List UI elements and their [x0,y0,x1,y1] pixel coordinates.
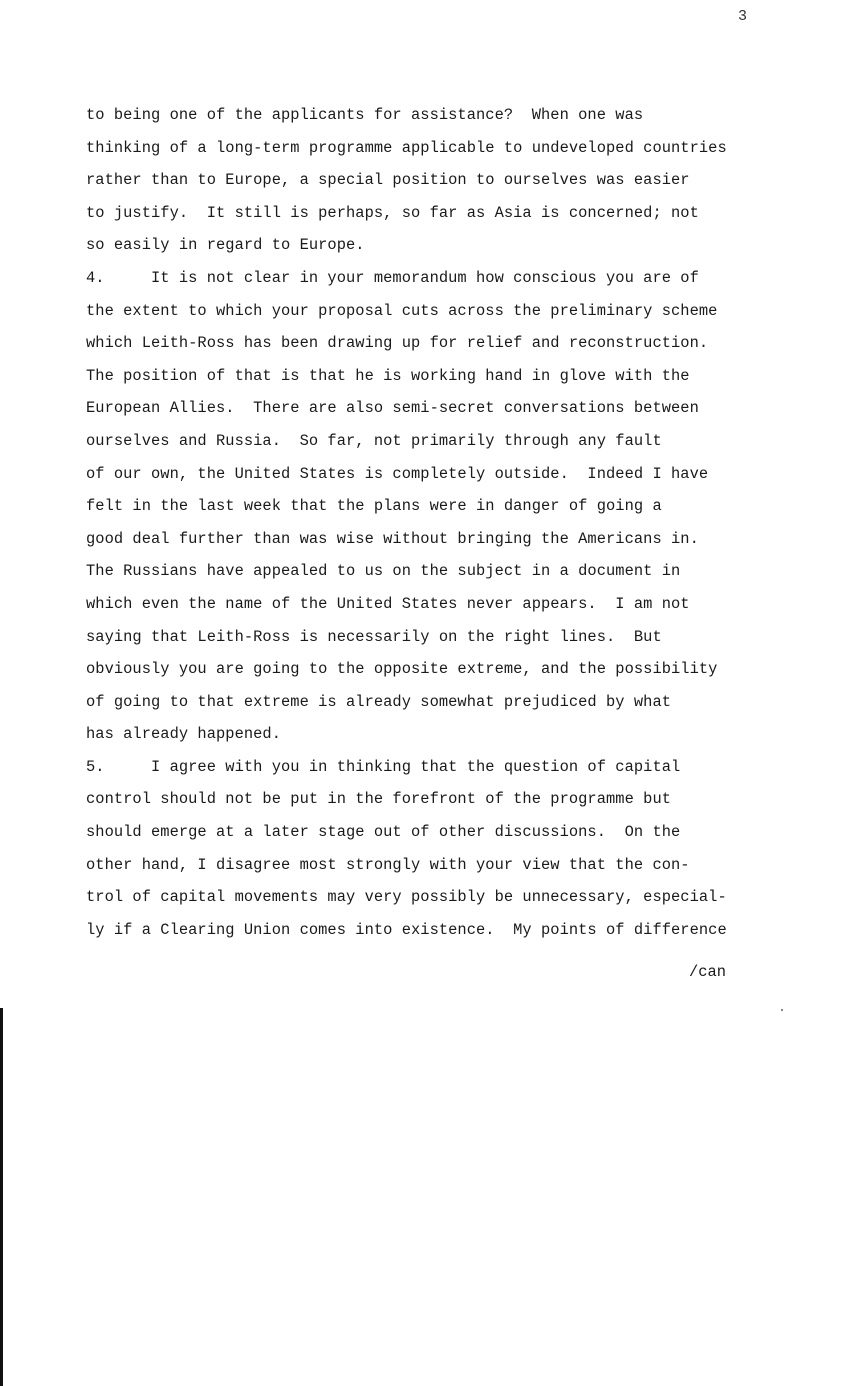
text-line: saying that Leith-Ross is necessarily on the right lines. But [86,627,662,646]
text-line: felt in the last week that the plans were in danger of going a [86,497,662,516]
text-line: of our own, the United States is completely outside. Indeed I have [86,464,709,483]
text-line: control should not be put in the forefront of the programme but [86,790,672,809]
text-line: of going to that extreme is already somewhat prejudiced by what [86,692,672,711]
paragraph-4-start: 4. It is not clear in your memorandum how conscious you are of [86,268,699,287]
scan-speck [781,1009,783,1011]
paragraph-5-start: 5. I agree with you in thinking that the question of capital [86,757,681,776]
page-number: 3 [738,8,748,25]
text-line: thinking of a long-term programme applicable to undeveloped countries [86,138,727,157]
text-line: to justify. It still is perhaps, so far as Asia is concerned; not [86,203,699,222]
scan-edge-mark [0,1008,3,1386]
text-line: rather than to Europe, a special position to ourselves was easier [86,171,690,190]
catchword: /can [689,963,726,981]
text-line: ly if a Clearing Union comes into existence. My points of difference [86,920,727,939]
text-line: which even the name of the United States never appears. I am not [86,594,690,613]
text-line: to being one of the applicants for assistance? When one was [86,106,644,124]
text-line: The Russians have appealed to us on the subject in a document in [86,562,681,581]
text-line: other hand, I disagree most strongly with your view that the con- [86,855,690,874]
text-line: trol of capital movements may very possibly be unnecessary, especial- [86,888,727,907]
text-line: ourselves and Russia. So far, not primarily through any fault [86,431,662,450]
text-line: should emerge at a later stage out of other discussions. On the [86,823,681,842]
text-line: the extent to which your proposal cuts across the preliminary scheme [86,301,718,320]
text-line: so easily in regard to Europe. [86,236,365,255]
text-line: good deal further than was wise without bringing the Americans in. [86,529,699,548]
letter-body [86,99,776,946]
text-line: obviously you are going to the opposite extreme, and the possibility [86,660,718,679]
text-line: which Leith-Ross has been drawing up for relief and reconstruction. [86,334,709,353]
text-line: has already happened. [86,725,282,744]
text-line: The position of that is that he is working hand in glove with the [86,366,690,385]
text-line: European Allies. There are also semi-secret conversations between [86,399,699,418]
